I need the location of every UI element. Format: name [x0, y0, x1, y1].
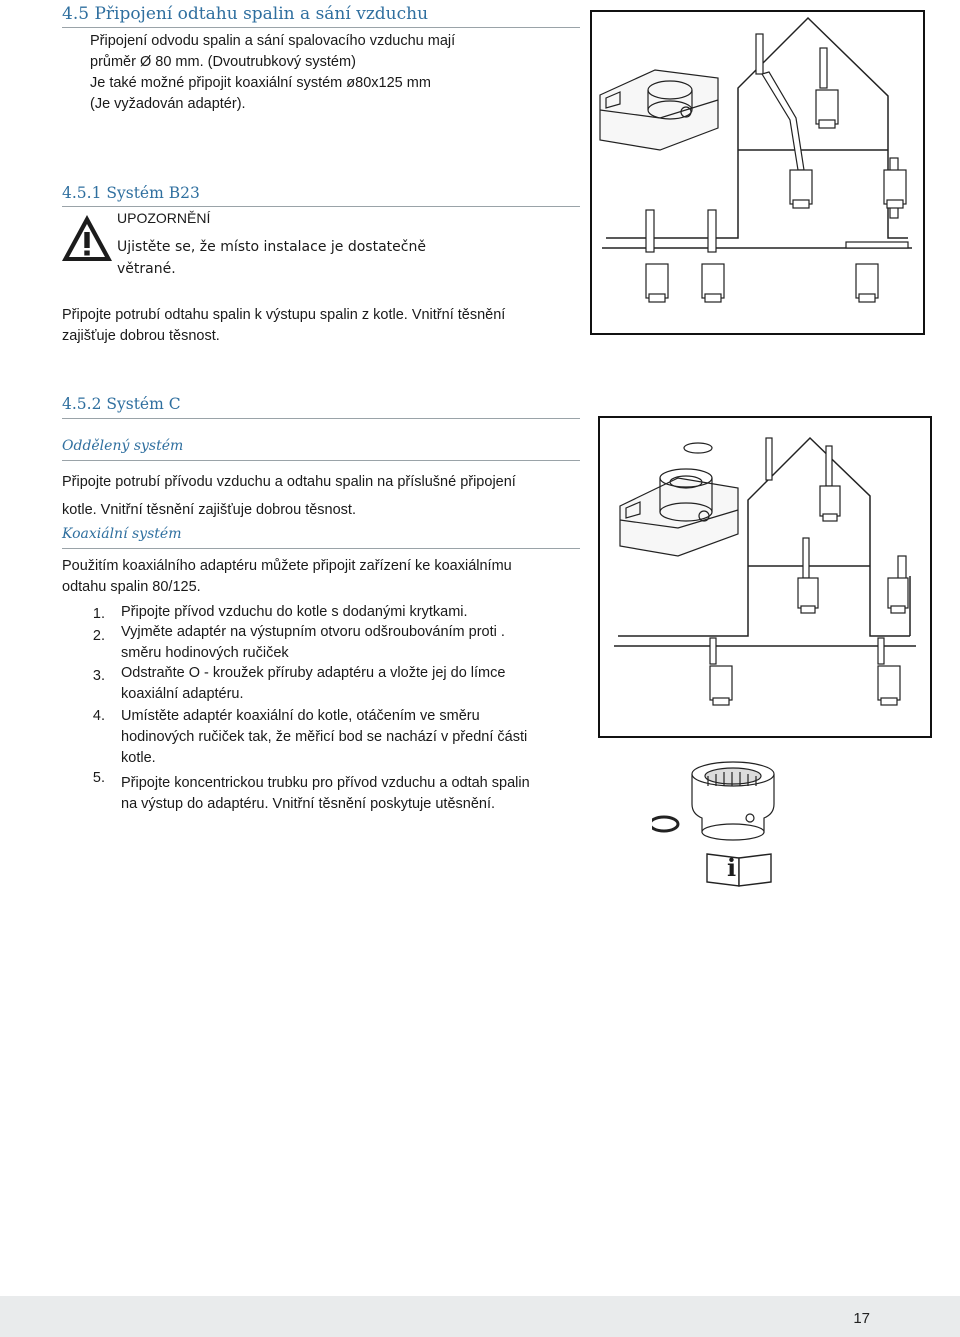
coax-system-rule: [62, 548, 580, 549]
separate-line: Připojte potrubí přívodu vzduchu a odtahu spalin na příslušné připojení: [62, 474, 516, 490]
b23-line: zajišťuje dobrou těsnost.: [62, 328, 220, 344]
step-number: 3.: [92, 668, 105, 684]
step-item: [121, 602, 468, 623]
coax-line: odtahu spalin 80/125.: [62, 579, 201, 595]
flue-pipes: [646, 34, 908, 252]
b23-title-rule: [62, 206, 580, 207]
intro-text: [90, 31, 455, 115]
coax-line: Použitím koaxiálního adaptéru můžete připojit zařízení ke koaxiálnímu: [62, 558, 512, 574]
step-line: koaxiální adaptéru.: [121, 686, 244, 702]
intro-line: Je také možné připojit koaxiální systém ø80x125 mm: [90, 75, 431, 91]
warning-title: UPOZORNĚNÍ: [117, 210, 211, 226]
info-letter: i: [727, 853, 737, 882]
b23-text: [62, 305, 505, 347]
c-title: 4.5.2 Systém C: [62, 395, 181, 413]
separate-line: kotle. Vnitřní těsnění zajišťuje dobrou těsnost.: [62, 502, 356, 518]
step-line: Připojte přívod vzduchu do kotle s dodanými krytkami.: [121, 604, 468, 620]
step-line: Umístěte adaptér koaxiální do kotle, otáčením ve směru: [121, 708, 480, 724]
coax-system-title: Koaxiální systém: [62, 526, 182, 542]
intro-line: Připojení odvodu spalin a sání spalovacího vzduchu mají: [90, 33, 456, 49]
page-number: 17: [853, 1310, 870, 1327]
step-line: hodinových ručiček tak, že měřicí bod se nachází v přední části: [121, 729, 528, 745]
section-title-rule: [62, 27, 580, 28]
step-number: 2.: [92, 628, 105, 644]
separate-system-rule: [62, 460, 580, 461]
warning-line: větrané.: [117, 261, 176, 277]
step-item: [121, 706, 527, 769]
step-number: 5.: [92, 770, 105, 786]
step-line: kotle.: [121, 750, 156, 766]
warning-triangle-icon: [60, 212, 114, 264]
c-title-rule: [62, 418, 580, 419]
flue-connector-inset: [600, 70, 718, 150]
separate-text: [62, 468, 516, 524]
step-line: Připojte koncentrickou trubku pro přívod vzduchu a odtah spalin: [121, 775, 530, 791]
flue-pipes: [710, 438, 906, 664]
warning-line: Ujistěte se, že místo instalace je dostatečně: [117, 239, 426, 255]
warning-text: [117, 236, 426, 280]
separate-system-title: Oddělený systém: [62, 438, 184, 454]
step-number: 4.: [92, 708, 105, 724]
c-installation-figure: [598, 416, 932, 738]
b23-title: 4.5.1 Systém B23: [62, 184, 200, 202]
coax-adapter-picture: [652, 760, 782, 850]
step-item: [121, 663, 505, 705]
coax-connector-inset: [620, 443, 738, 556]
step-item: [121, 773, 530, 815]
step-line: Odstraňte O - kroužek příruby adaptéru a vložte jej do límce: [121, 665, 506, 681]
step-line: na výstup do adaptéru. Vnitřní těsnění poskytuje utěsnění.: [121, 796, 496, 812]
footer-bar: [0, 1296, 960, 1337]
intro-line: průměr Ø 80 mm. (Dvoutrubkový systém): [90, 54, 356, 70]
info-book-icon: [705, 852, 775, 888]
coax-text: [62, 556, 512, 598]
intro-line: (Je vyžadován adaptér).: [90, 96, 246, 112]
step-number: 1.: [92, 606, 105, 622]
step-line: Vyjměte adaptér na výstupním otvoru odšroubováním proti .: [121, 624, 505, 640]
boiler-units: [710, 486, 908, 705]
step-item: [121, 622, 505, 664]
b23-installation-figure: [590, 10, 925, 335]
step-line: směru hodinových ručiček: [121, 645, 289, 661]
b23-line: Připojte potrubí odtahu spalin k výstupu spalin z kotle. Vnitřní těsnění: [62, 307, 506, 323]
section-title: 4.5 Připojení odtahu spalin a sání vzduchu: [62, 4, 429, 24]
